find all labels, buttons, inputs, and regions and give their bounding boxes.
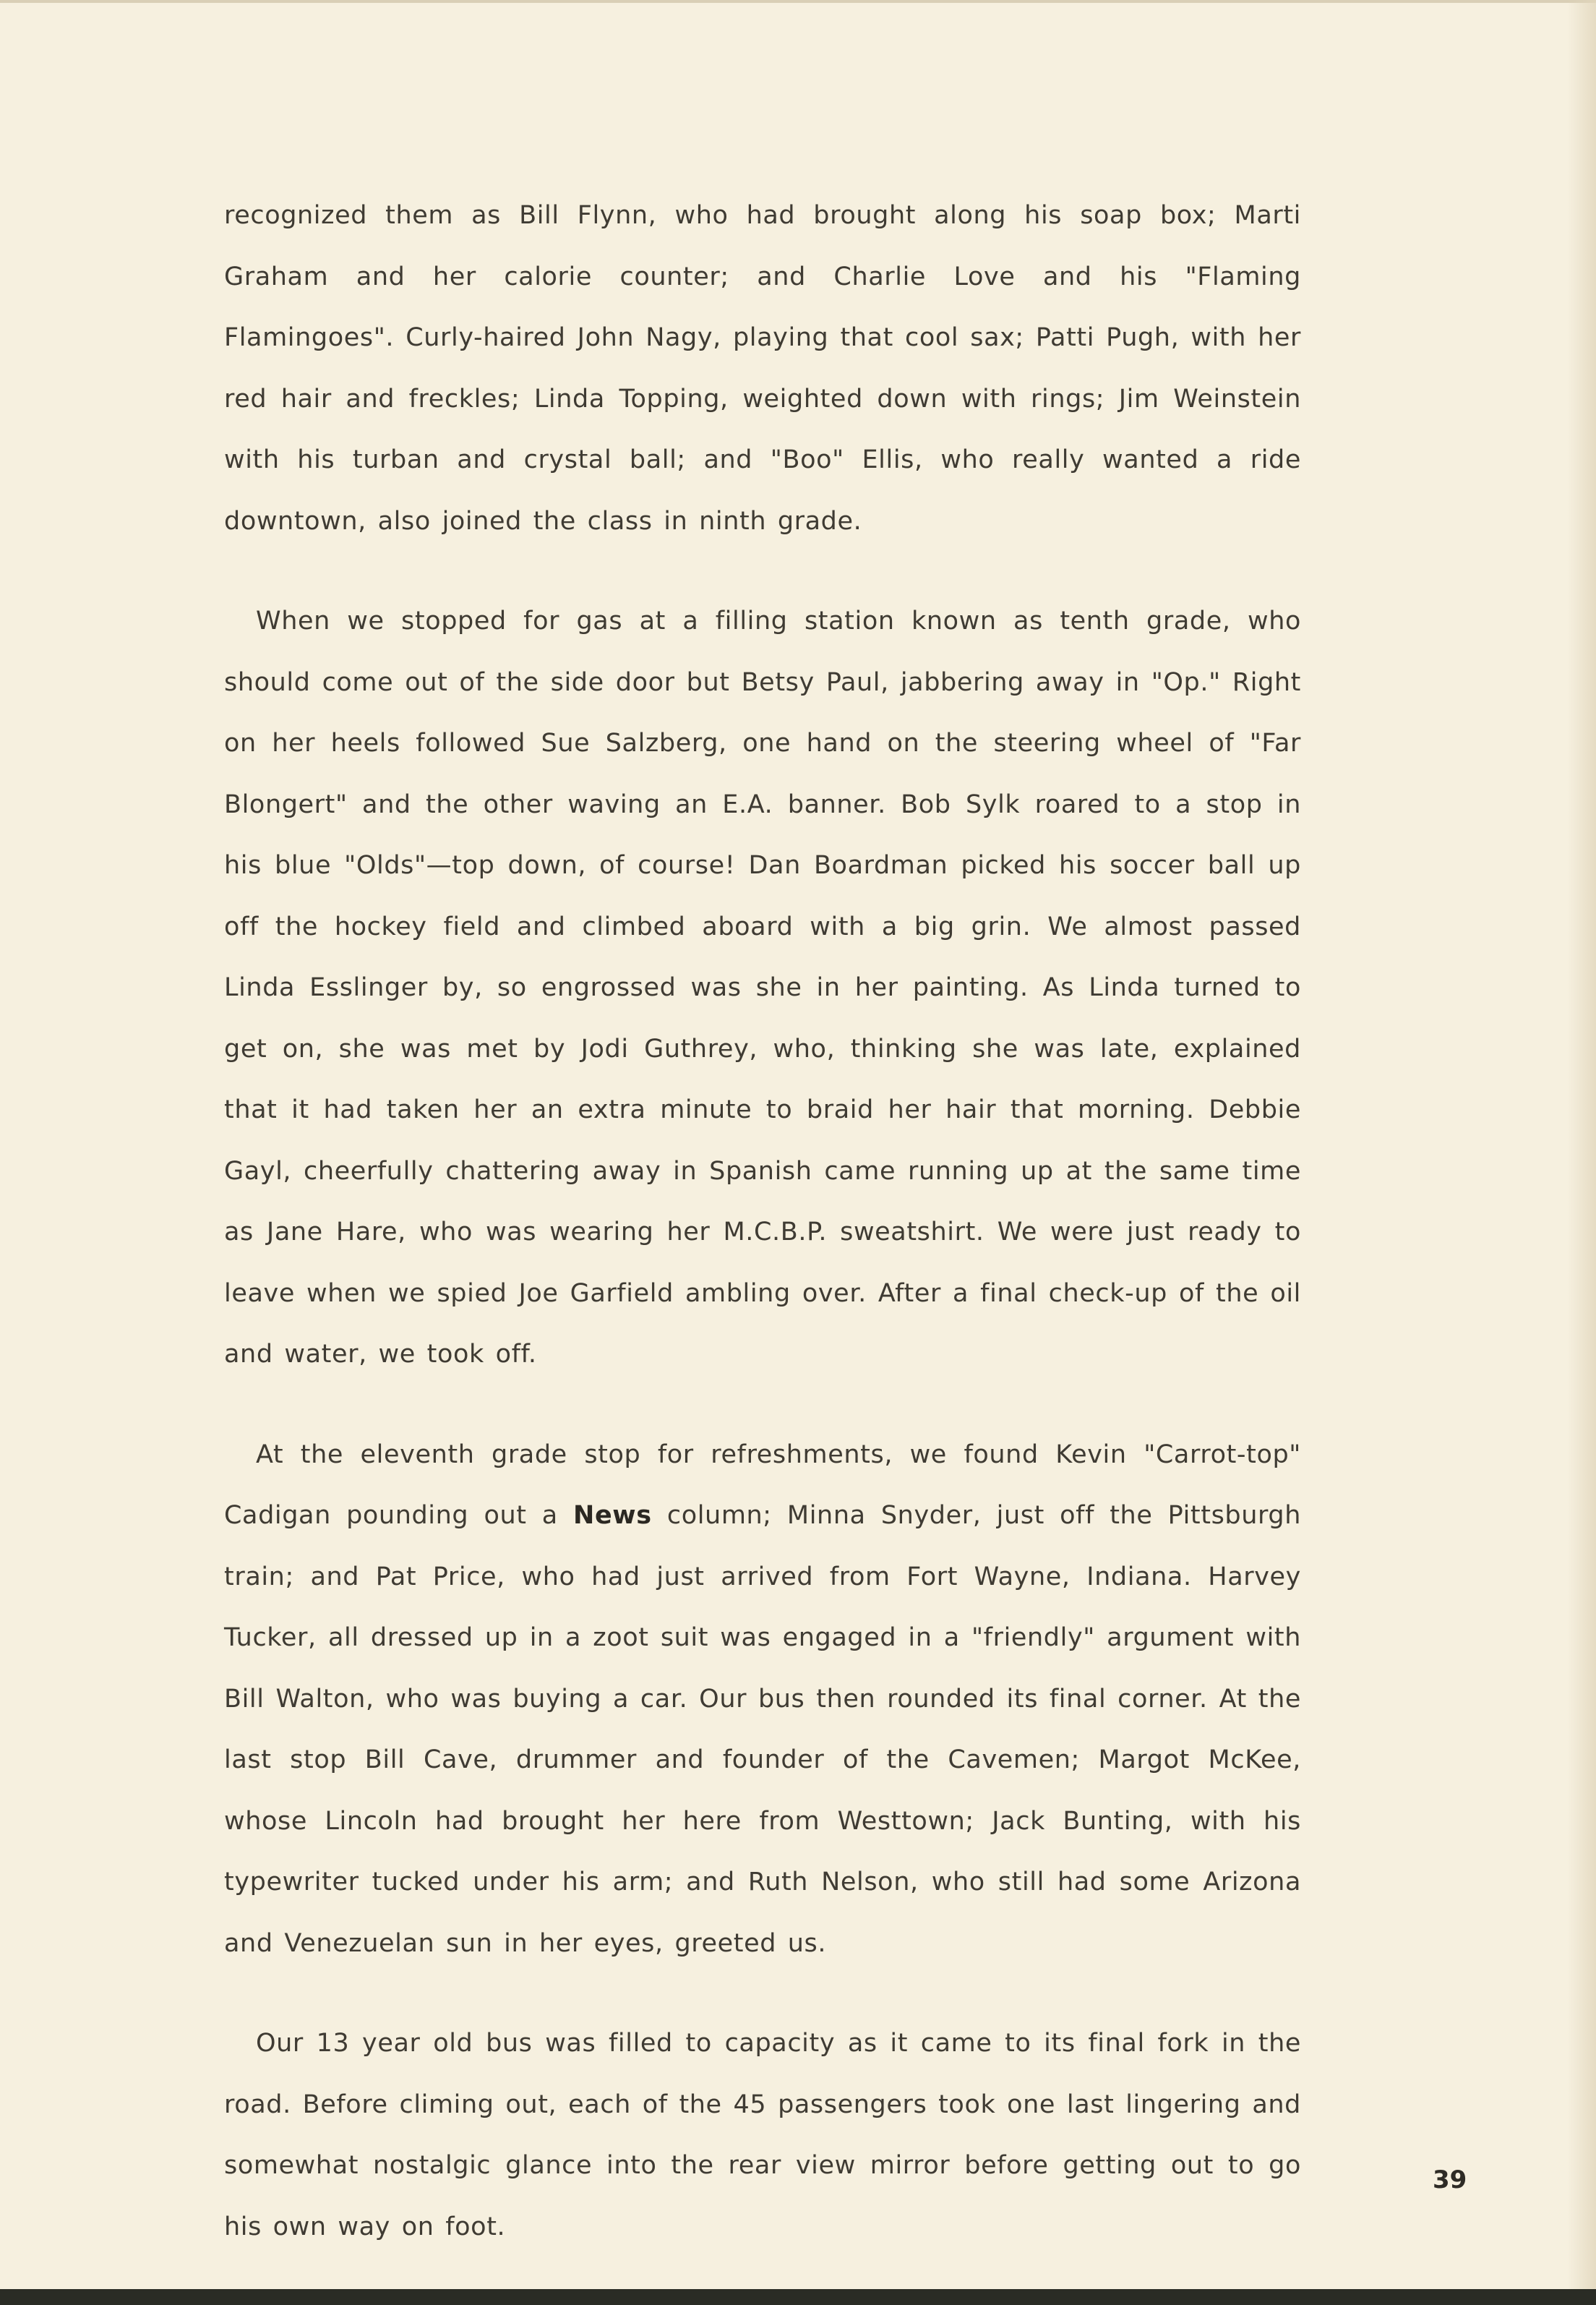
paragraph-2: When we stopped for gas at a filling station known as tenth grade, who should come out of the side door but Betsy Paul, jabbering away in "Op." Right on her heels followed Sue Salzberg, one hand on the steering wheel of "Far Blongert" and the other waving an E.A. banner. Bob Sylk roared to a stop in his blue "Olds"—top down, of course! Dan Boardman picked his soccer ball up off the hockey field and climbed aboard with a big grin. We almost passed Linda Esslinger by, so engrossed was she in her painting. As Linda turned to get on, she was met by Jodi Guthrey, who, thinking she was late, explained that it had taken her an extra minute to braid her hair that morning. Debbie Gayl, cheerfully chattering away in Spanish came running up at the same time as Jane Hare, who was wearing her M.C.B.P. sweatshirt. We were just ready to leave when we spied Joe Garfield ambling over. After a final check-up of the oil and water, we took off. [224,607,1301,1369]
page-number: 39 [1433,2165,1467,2194]
page-right-edge-shadow [1567,0,1596,2305]
paragraph-3-part-2: column; Minna Snyder, just off the Pittsburgh train; and Pat Price, who had just arrived from Fort Wayne, Indiana. Harvey Tucker, all dressed up in a zoot suit was engaged in a "friendly" argument with Bill Walton, who was buying a car. Our bus then rounded its final corner. At the last stop Bill Cave, drummer and founder of the Cavemen; Margot McKee, whose Lincoln had brought her here from Westtown; Jack Bunting, with his typewriter tucked under his arm; and Ruth Nelson, who still had some Arizona and Venezuelan sun in her eyes, greeted us. [224,1501,1301,1958]
paragraph-1: recognized them as Bill Flynn, who had brought along his soap box; Marti Graham and her calorie counter; and Charlie Love and his "Flaming Flamingoes". Curly-haired John Nagy, playing that cool sax; Patti Pugh, with her red hair and freckles; Linda Topping, weighted down with rings; Jim Weinstein with his turban and crystal ball; and "Boo" Ellis, who really wanted a ride downtown, also joined the class in ninth grade. [224,201,1301,536]
paragraph-3 [224,1424,1301,1975]
body-text [224,185,1301,2257]
newspaper-name: News [573,1501,652,1530]
page-top-edge [0,0,1596,3]
paragraph-3-part-1: At the eleventh grade stop for refreshments, we found Kevin "Carrot-top" Cadigan pounding out a [224,1440,1301,1530]
paragraph-4: Our 13 year old bus was filled to capacity as it came to its final fork in the road. Before climing out, each of the 45 passengers took one last lingering and somewhat nostalgic glance into the rear view mirror before getting out to go his own way on foot. [224,2029,1301,2241]
bottom-binding-strip [0,2289,1596,2305]
